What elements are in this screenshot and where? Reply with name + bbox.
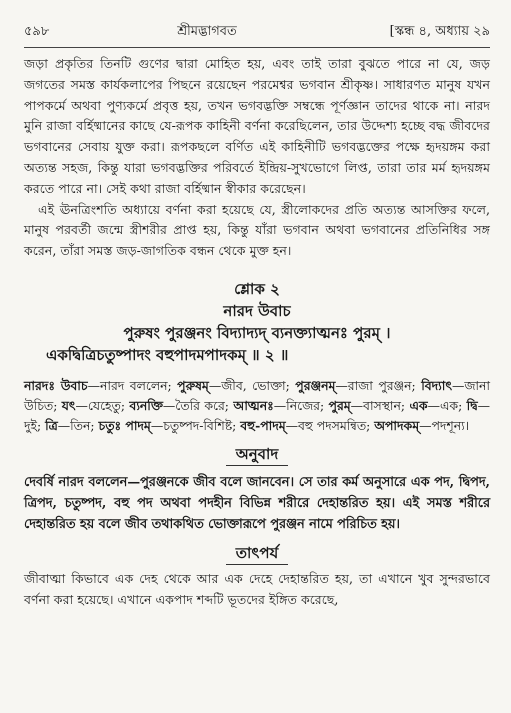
synonym-meaning: রাজা পুরঞ্জন: [347, 377, 412, 393]
verse-number: শ্লোক ২: [234, 279, 280, 298]
chapter-reference: [স্কন্ধ ৪, অধ্যায় ২৯: [389, 24, 490, 39]
synonym-term: অপাদকম্: [374, 417, 420, 433]
synonym-term: এক: [409, 397, 428, 413]
verse-line-1: পুরুষং পুরঞ্জনং বিদ্যাদ্যদ্ ব্যনক্ত্যাত্মনঃ পুরম্ ।: [123, 323, 391, 342]
synonym-meaning: তিন: [70, 417, 91, 433]
synonym-term: আত্মনঃ: [233, 397, 274, 413]
synonym-meaning: জীব, ভোক্তা: [221, 377, 286, 393]
page-number: ৫৯৮: [24, 24, 50, 39]
synonym-term: পুরঞ্জনম্: [295, 377, 336, 393]
synonym-meaning: এক: [439, 397, 459, 413]
synonym-term: যৎ: [61, 397, 76, 413]
synonym-meaning: নারদ বললেন: [99, 377, 168, 393]
book-page: [24, 22, 490, 611]
synonym-meaning: পদশূন্য: [431, 417, 465, 433]
synonym-term: দ্বি: [466, 397, 478, 413]
synonym-term: নারদঃ উবাচ: [24, 377, 88, 393]
synonym-meaning: বহু পদসমন্বিত: [298, 417, 367, 433]
synonym-meaning: চতুষ্পদ-বিশিষ্ট: [163, 417, 233, 433]
synonym-term: পুরুষম্: [177, 377, 209, 393]
synonym-meaning: নিজের: [286, 397, 320, 413]
synonym-meaning: বাসস্থান: [363, 397, 401, 413]
synonym-meaning: তৈরি করে: [175, 397, 225, 413]
synonym-term: ত্রি: [45, 417, 58, 433]
translation-heading: [24, 444, 490, 466]
book-title: শ্রীমদ্ভাগবত: [177, 24, 237, 39]
synonym-meaning: জানা উচিত: [24, 377, 491, 413]
running-header: [24, 22, 490, 48]
translation-text: দেবর্ষি নারদ বললেন—পুরঞ্জনকে জীব বলে জানবেন। সে তার কর্ম অনুসারে এক পদ, দ্বিপদ, ত্রিপদ, চতুষ্পদ, বহু পদ অথবা পদহীন বিভিন্ন শরীরে দেহান্তরিত হয়। এই সমস্ত শরীরে দেহান্তরিত হয় বলে জীব তথাকথিত ভোক্তারূপে পুরঞ্জন নামে পরিচিত হয়।: [24, 474, 490, 532]
synonym-term: চতুঃ পাদম্: [98, 417, 151, 433]
verse-line-2: একদ্বিত্রিচতুষ্পাদং বহুপাদমপাদকম্ ॥ ২ ॥: [46, 345, 289, 364]
synonym-term: ব্যনক্তি: [129, 397, 163, 413]
intro-paragraph-1: জড়া প্রকৃতির তিনটি গুণের দ্বারা মোহিত হয়, এবং তাই তারা বুঝতে পারে না যে, জড় জগতের সমস্ত কার্যকলাপের পিছনে রয়েছেন পরমেশ্বর ভগবান শ্রীকৃষ্ণ। সাধারণত মানুষ যখন পাপকর্মে অথবা পুণ্যকর্মে প্রবৃত্ত হয়, তখন ভগবদ্ভক্তি সম্বন্ধে পূর্ণজ্ঞান তাদের থাকে না। নারদ মুনি রাজা বর্হিষ্মানের কাছে যে-রূপক কাহিনী বর্ণনা করেছিলেন, তার উদ্দেশ্য হচ্ছে বদ্ধ জীবদের ভগবানের সেবায় যুক্ত করা। রূপকছলে বর্ণিত এই কাহিনীটি ভগবদ্ভক্তের পক্ষে হৃদয়ঙ্গম করা অত্যন্ত সহজ, কিন্তু যারা ভগবদ্ভক্তির পরিবর্তে ইন্দ্রিয়-সুখভোগে লিপ্ত, তারা তার মর্ম হৃদয়ঙ্গম করতে পারে না। সেই কথা রাজা বর্হিষ্মান স্বীকার করেছেন।: [24, 56, 490, 196]
word-synonyms: নারদঃ উবাচ—নারদ বললেন; পুরুষম্—জীব, ভোক্তা; পুরঞ্জনম্—রাজা পুরঞ্জন; বিদ্যাৎ—জানা উচিত; যৎ—যেহেতু; ব্যনক্তি—তৈরি করে; আত্মনঃ—নিজের; পুরম্—বাসস্থান; এক—এক; দ্বি—দুই; ত্রি—তিন; চতুঃ পাদম্—চতুষ্পদ-বিশিষ্ট; বহু-পাদম্—বহু পদসমন্বিত; অপাদকম্—পদশূন্য।: [24, 377, 491, 433]
synonym-term: পুরম্: [328, 397, 351, 413]
purport-text: জীবাত্মা কিভাবে এক দেহ থেকে আর এক দেহে দেহান্তরিত হয়, তা এখানে খুব সুন্দরভাবে বর্ণনা করা হয়েছে। এখানে একপাদ শব্দটি ভূতদের ইঙ্গিত করেছে,: [24, 570, 490, 607]
translation-heading-text: অনুবাদ: [226, 444, 289, 466]
intro-paragraph-2: এই ঊনত্রিংশতি অধ্যায়ে বর্ণনা করা হয়েছে যে, স্ত্রীলোকদের প্রতি অত্যন্ত আসক্তির ফলে, মানুষ পরবর্তী জন্মে স্ত্রীশরীর প্রাপ্ত হয়, কিন্তু যাঁরা ভগবান অথবা ভগবানের প্রতিনিধির সঙ্গ করেন, তাঁরা সমস্ত জড়-জাগতিক বন্ধন থেকে মুক্ত হন।: [24, 201, 490, 259]
synonym-meaning: যেহেতু: [87, 397, 121, 413]
purport-heading: [24, 543, 490, 565]
synonym-meaning: দুই: [24, 417, 37, 433]
synonym-term: বহু-পাদম্: [240, 417, 286, 433]
purport-heading-text: তাৎপর্য: [226, 543, 288, 565]
synonym-term: বিদ্যাৎ: [421, 377, 452, 393]
verse-speaker: নারদ উবাচ: [223, 301, 291, 320]
